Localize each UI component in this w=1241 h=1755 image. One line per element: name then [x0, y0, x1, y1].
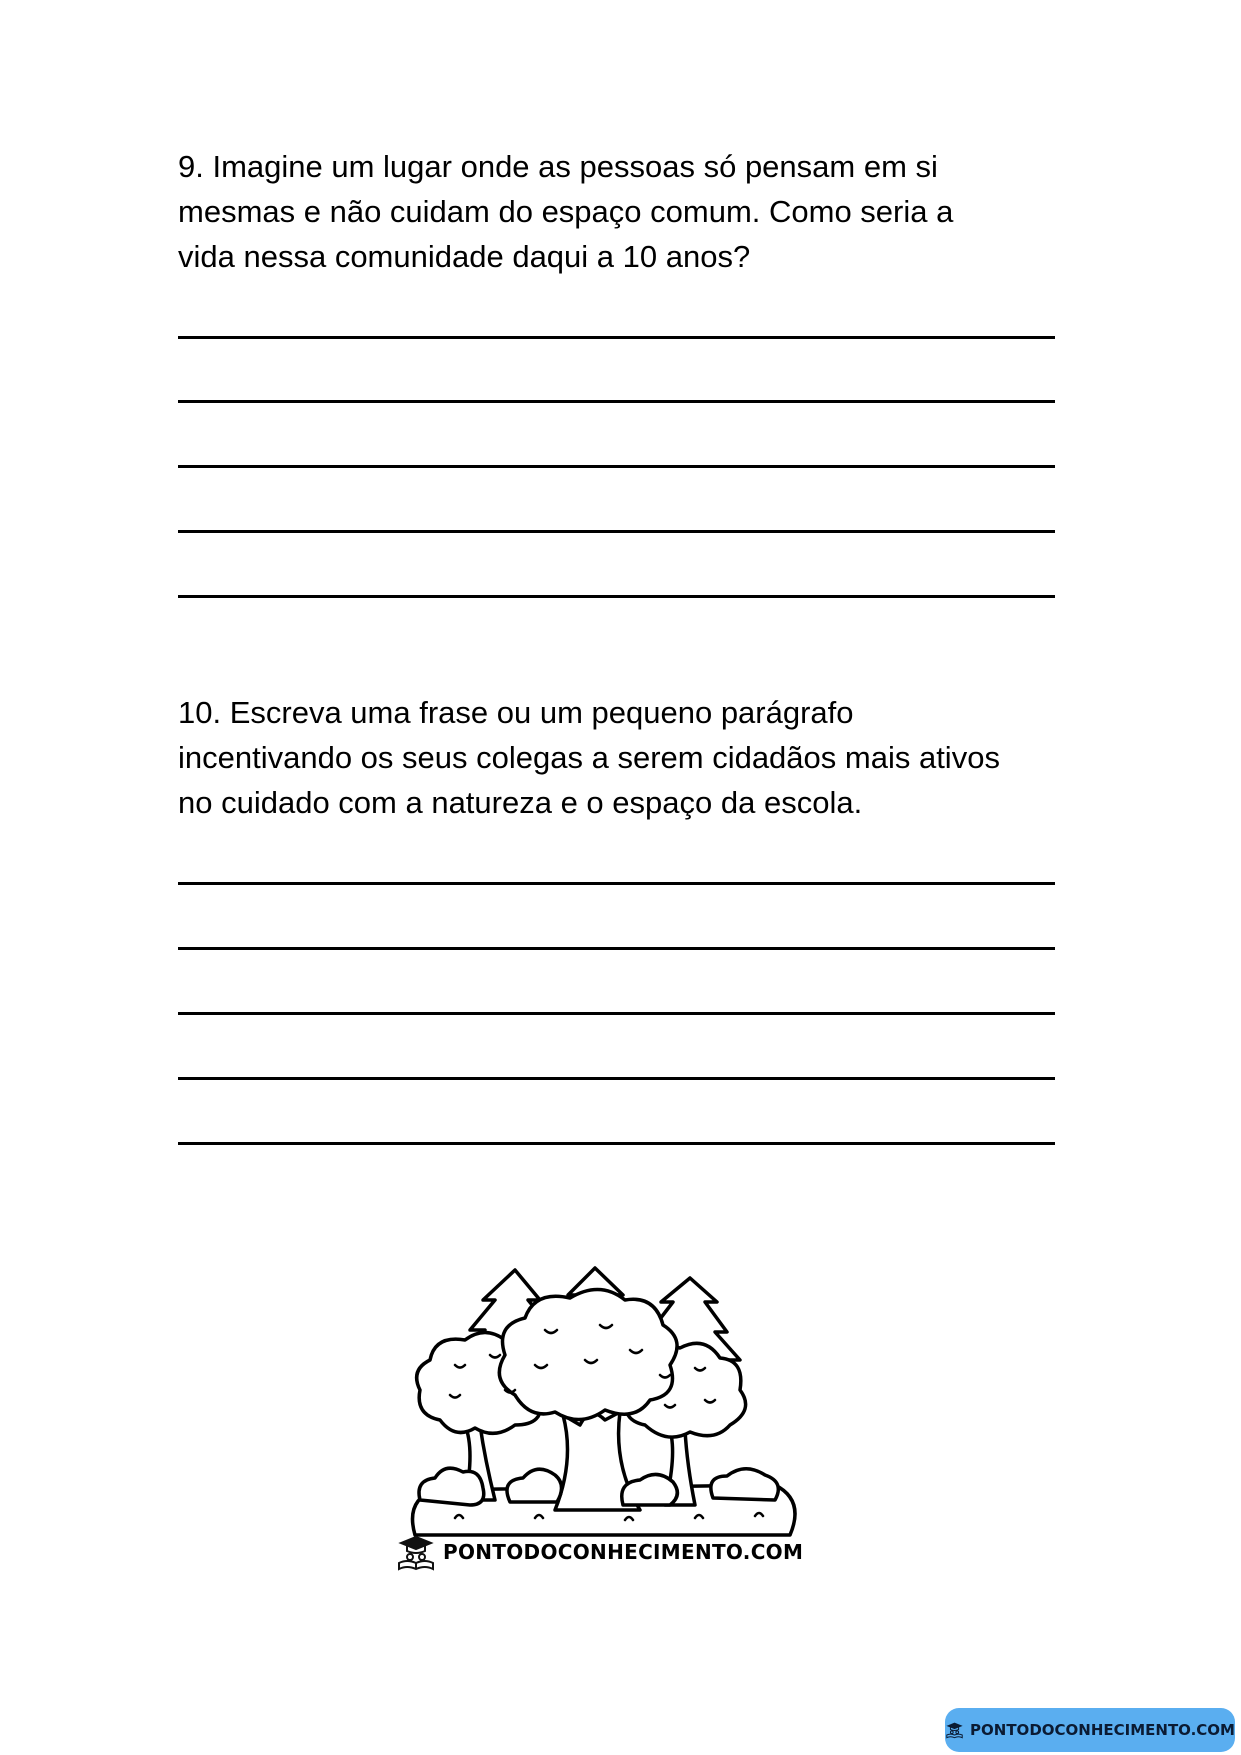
- answer-line-q9-2: [178, 400, 1055, 403]
- question-9-line-3: vida nessa comunidade daqui a 10 anos?: [178, 239, 751, 274]
- site-badge[interactable]: [945, 1708, 1235, 1752]
- site-badge-text: PONTODOCONHECIMENTO.COM: [970, 1721, 1235, 1739]
- question-10: [178, 690, 1078, 825]
- answer-line-q9-3: [178, 465, 1055, 468]
- answer-line-q10-3: [178, 1012, 1055, 1015]
- answer-line-q10-1: [178, 882, 1055, 885]
- question-10-line-2: incentivando os seus colegas a serem cidadãos mais ativos: [178, 740, 1000, 775]
- answer-line-q9-1: [178, 336, 1055, 339]
- answer-line-q9-5: [178, 595, 1055, 598]
- question-9-line-1: 9. Imagine um lugar onde as pessoas só pensam em si: [178, 149, 938, 184]
- question-9: [178, 144, 1078, 279]
- site-logo-text: PONTODOCONHECIMENTO.COM: [443, 1540, 804, 1564]
- answer-line-q10-5: [178, 1142, 1055, 1145]
- answer-line-q9-4: [178, 530, 1055, 533]
- question-10-line-3: no cuidado com a natureza e o espaço da escola.: [178, 785, 863, 820]
- graduation-book-icon: [395, 1531, 437, 1573]
- site-logo: [395, 1530, 803, 1574]
- question-10-line-1: 10. Escreva uma frase ou um pequeno parágrafo: [178, 695, 854, 730]
- answer-line-q10-4: [178, 1077, 1055, 1080]
- forest-trees-icon: [395, 1200, 815, 1560]
- graduation-book-icon: [945, 1715, 964, 1745]
- question-9-line-2: mesmas e não cuidam do espaço comum. Como seria a: [178, 194, 954, 229]
- answer-line-q10-2: [178, 947, 1055, 950]
